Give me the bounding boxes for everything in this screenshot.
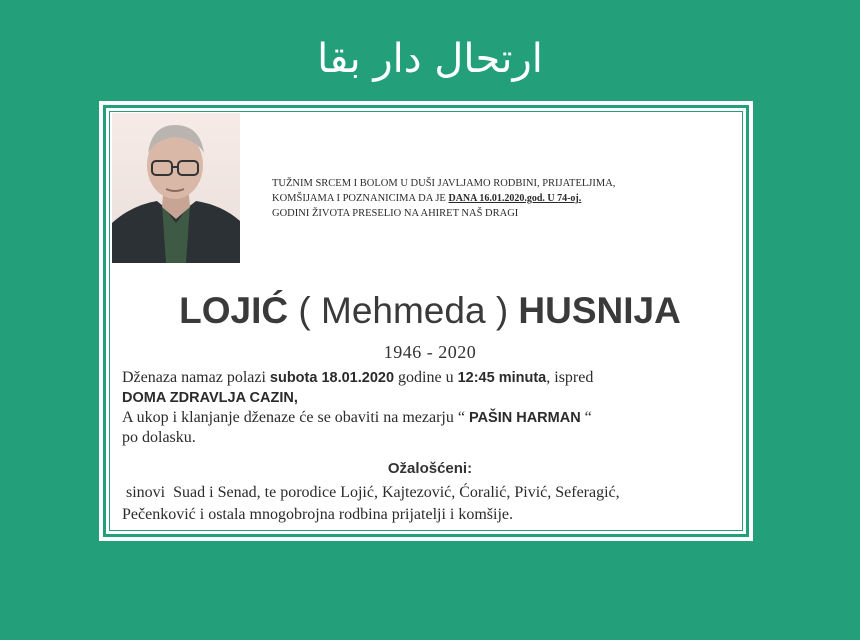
funeral-text-1: Dženaza namaz polazi xyxy=(122,369,270,386)
deceased-name xyxy=(120,290,740,332)
life-years: 1946 - 2020 xyxy=(383,342,477,362)
calligraphy-header xyxy=(300,14,560,94)
funeral-text-2: godine u xyxy=(394,369,458,386)
funeral-day-date: subota 18.01.2020 xyxy=(269,370,395,386)
portrait-icon xyxy=(112,113,240,263)
father-name: ( Mehmeda ) xyxy=(298,290,509,331)
funeral-line-2 xyxy=(122,388,742,408)
funeral-info xyxy=(122,368,742,448)
death-date: DANA 16.01.2020.god. U 74-oj. xyxy=(448,193,582,204)
mourners-line-1: sinovi Suad i Senad, te porodice Lojić, Kajtezović, Ćoralić, Pivić, Seferagić, xyxy=(122,484,620,501)
funeral-line-1 xyxy=(122,368,742,388)
intro-line-2 xyxy=(272,191,652,206)
surname: LOJIĆ xyxy=(179,290,289,331)
cemetery-name: PAŠIN HARMAN xyxy=(468,410,581,426)
funeral-place: DOMA ZDRAVLJA CAZIN, xyxy=(122,390,298,406)
mourners-title: Ožalošćeni: xyxy=(387,460,473,477)
mourners-list xyxy=(122,482,752,526)
intro-line-3: GODINI ŽIVOTA PRESELIO NA AHIRET NAŠ DRAGI xyxy=(272,208,519,219)
funeral-line-3 xyxy=(122,408,742,428)
mourners-line-2: Pečenković i ostala mnogobrojna rodbina prijatelji i komšije. xyxy=(122,506,514,523)
portrait-photo xyxy=(112,113,240,263)
calligraphy-text: ارتحال دار بقا xyxy=(317,36,543,82)
intro-line-2-prefix: KOMŠIJAMA I POZNANICIMA DA JE xyxy=(272,193,449,204)
intro-line-1: TUŽNIM SRCEM I BOLOM U DUŠI JAVLJAMO RODBINI, PRIJATELJIMA, xyxy=(272,178,616,189)
funeral-line-4: po dolasku. xyxy=(122,429,196,446)
intro-text xyxy=(272,176,652,221)
first-name: HUSNIJA xyxy=(518,290,681,331)
funeral-time: 12:45 minuta xyxy=(457,370,547,386)
funeral-text-4: A ukop i klanjanje dženaze će se obaviti na mezarju “ xyxy=(122,409,469,426)
funeral-text-3: , ispred xyxy=(546,369,594,386)
funeral-text-5: “ xyxy=(580,409,592,426)
